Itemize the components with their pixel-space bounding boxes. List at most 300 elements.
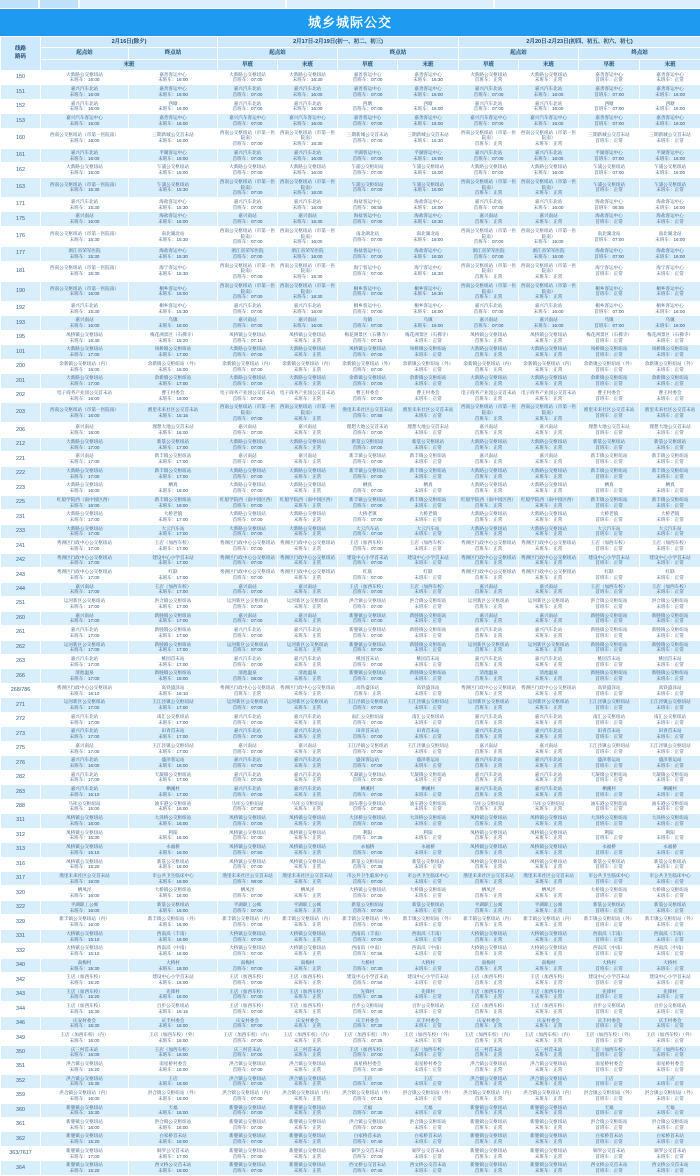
- station-name: 凤桥镇公交枢纽站: [520, 332, 577, 338]
- bus-time: 末班车：正常: [520, 835, 577, 841]
- station-name: 王店（加西车校）: [42, 989, 127, 995]
- station-name: 乌镇: [641, 317, 699, 323]
- bus-time: 末班车：正常: [641, 517, 699, 523]
- schedule-cell: [218, 597, 278, 611]
- schedule-cell: [338, 770, 398, 784]
- schedule-cell: [218, 785, 278, 799]
- station-name: 大新路公交枢纽站: [460, 482, 517, 488]
- bus-time: 末班车：16:00: [42, 156, 127, 162]
- bus-time: 末班车：正常: [520, 864, 577, 870]
- schedule-cell: [218, 316, 278, 330]
- schedule-cell: [459, 316, 519, 330]
- station-name: 新塍镇公交枢纽站: [279, 1148, 336, 1154]
- station-name: 嘉兴汽车北站: [520, 101, 577, 107]
- station-name: 洪合镇公交枢纽站: [219, 1061, 276, 1067]
- station-name: 王江泾镇公交枢纽站: [339, 699, 396, 705]
- bus-time: 首班车：正常: [580, 763, 638, 769]
- station-name: 余新镇公交枢纽站: [130, 375, 216, 381]
- bus-time: 末班车：17:00: [130, 474, 216, 480]
- station-name: 大新路公交枢纽站: [219, 526, 276, 532]
- schedule-cell: [579, 177, 640, 197]
- station-name: 王店（加西车校）: [399, 584, 457, 590]
- station-name: 大新路公交枢纽站: [279, 72, 336, 78]
- last-bus-header: 末班: [640, 59, 700, 70]
- bus-time: 末班车：正常: [520, 618, 577, 624]
- schedule-cell: [398, 741, 459, 755]
- schedule-cell: [41, 1060, 129, 1074]
- bus-time: 末班车：17:00: [130, 618, 216, 624]
- schedule-cell: [218, 1031, 278, 1045]
- station-name: 新丰镇公交枢纽站（内）: [42, 916, 127, 922]
- bus-time: 末班车：正常: [279, 1081, 336, 1087]
- schedule-cell: [640, 374, 700, 388]
- route-number: 163: [1, 177, 41, 197]
- schedule-cell: [640, 915, 700, 929]
- route-number: 352: [1, 1074, 41, 1088]
- bus-time: 首班车：07:00: [219, 396, 276, 402]
- bus-time: 首班车：07:00: [219, 749, 276, 755]
- station-name: 西南公交枢纽站（市第一医院南）: [219, 263, 276, 274]
- origin-header: 起点站: [218, 48, 338, 59]
- table-row: [1, 944, 700, 958]
- station-name: 渔里未来社区公交首末站: [219, 873, 276, 879]
- bus-time: 首班车：07:00: [339, 396, 396, 402]
- station-name: 嘉兴汽车北站: [219, 714, 276, 720]
- schedule-cell: [398, 958, 459, 972]
- bus-time: 首班车：正常: [460, 821, 517, 827]
- schedule-cell: [519, 163, 579, 177]
- schedule-cell: [41, 1045, 129, 1059]
- bus-time: 末班车：16:00: [279, 156, 336, 162]
- station-name: 海宁客运中心: [580, 265, 638, 271]
- bus-time: 末班车：16:00: [42, 922, 127, 928]
- bus-time: 末班车：15:20: [42, 1067, 127, 1073]
- bus-time: 首班车：07:00: [219, 994, 276, 1000]
- station-name: 大桥镇公交枢纽站: [130, 887, 216, 893]
- schedule-cell: [519, 698, 579, 712]
- station-name: 梅花洲景区（石佛寺）: [580, 332, 638, 338]
- schedule-cell: [129, 212, 218, 226]
- bus-time: 首班车：07:00: [339, 291, 396, 297]
- schedule-cell: [218, 683, 278, 697]
- station-name: 三期新城公交首末站: [399, 132, 457, 138]
- bus-time: 末班车：正常: [641, 1038, 699, 1044]
- station-name: 永福桥: [130, 844, 216, 850]
- route-number: 251: [1, 597, 41, 611]
- schedule-cell: [41, 261, 129, 281]
- bus-time: 末班车：17:00: [42, 705, 127, 711]
- station-name: 大新路公交枢纽站: [520, 511, 577, 517]
- schedule-cell: [129, 929, 218, 943]
- bus-time: 首班车：07:00: [219, 908, 276, 914]
- schedule-cell: [338, 568, 398, 582]
- bus-time: 首班车：正常: [460, 219, 517, 225]
- bus-time: 首班车：07:00: [219, 517, 276, 523]
- bus-time: 末班车：正常: [520, 396, 577, 402]
- bus-time: 末班车：正常: [520, 589, 577, 595]
- bus-time: 首班车：正常: [460, 474, 517, 480]
- bus-time: 首班车：07:00: [219, 864, 276, 870]
- station-name: 嘉兴汽车北站: [219, 786, 276, 792]
- station-name: 嘉兴汽车北站: [460, 714, 517, 720]
- station-name: 高铁盛泽站: [130, 685, 216, 691]
- station-name: 田青首末站: [641, 728, 699, 734]
- schedule-cell: [519, 70, 579, 84]
- route-number: 331: [1, 929, 41, 943]
- bus-time: 首班车：正常: [580, 1139, 638, 1145]
- schedule-cell: [218, 669, 278, 683]
- schedule-cell: [579, 929, 640, 943]
- station-name: 嘉兴汽车北站: [42, 86, 127, 92]
- schedule-cell: [579, 640, 640, 654]
- station-name: 嘉善客运中心: [130, 86, 216, 92]
- bus-time: 首班车：07:00: [219, 219, 276, 225]
- bus-time: 末班车：正常: [641, 980, 699, 986]
- bus-time: 首班车：正常: [339, 691, 396, 697]
- station-name: 嘉兴汽车北站: [219, 303, 276, 309]
- schedule-cell: [41, 539, 129, 553]
- schedule-cell: [129, 727, 218, 741]
- bus-time: 末班车：16:00: [399, 121, 457, 127]
- bus-time: 首班车：正常: [580, 1154, 638, 1160]
- bus-time: 末班车：16:40: [42, 338, 127, 344]
- bus-time: 首班车：08:00: [219, 676, 276, 682]
- bus-time: 首班车：07:00: [339, 430, 396, 436]
- schedule-cell: [338, 177, 398, 197]
- station-name: 大新路公交枢纽站: [279, 526, 336, 532]
- schedule-cell: [278, 345, 338, 359]
- schedule-cell: [579, 301, 640, 315]
- bus-time: 首班车：正常: [580, 908, 638, 914]
- station-name: 大新路公交枢纽站: [460, 468, 517, 474]
- table-row: [1, 611, 700, 625]
- schedule-cell: [579, 712, 640, 726]
- schedule-cell: [41, 1161, 129, 1175]
- route-number: 268/786: [1, 683, 41, 697]
- schedule-cell: [338, 247, 398, 261]
- bus-time: 首班车：07:00: [339, 488, 396, 494]
- bus-time: 首班车：正常: [460, 604, 517, 610]
- station-name: 大桥镇公交枢纽站: [219, 931, 276, 937]
- station-name: 王店（加西车校）: [130, 540, 216, 546]
- station-name: 嘉兴南站: [279, 213, 336, 219]
- bus-time: 首班车：正常: [580, 937, 638, 943]
- bus-time: 首班车：正常: [580, 1009, 638, 1015]
- station-name: 嘉善客运中心: [580, 86, 638, 92]
- schedule-cell: [519, 828, 579, 842]
- bus-time: 首班车：07:00: [219, 488, 276, 494]
- station-name: 南梅村: [460, 960, 517, 966]
- station-name: 天福: [580, 1105, 638, 1111]
- station-name: 新塍镇公交枢纽站: [219, 1105, 276, 1111]
- station-name: 王店（加西车校）: [219, 974, 276, 980]
- last-bus-header: 末班: [278, 59, 338, 70]
- bus-time: 首班车：07:00: [219, 205, 276, 211]
- station-name: 新塍镇公交枢纽站: [520, 1133, 577, 1139]
- station-name: 余新镇公交枢纽站（外）: [130, 361, 216, 367]
- schedule-cell: [338, 510, 398, 524]
- station-name: 新篁公交枢纽站: [641, 439, 699, 445]
- schedule-cell: [129, 423, 218, 437]
- station-name: 嘉兴汽车北站: [219, 757, 276, 763]
- bus-time: 末班车：正常: [399, 980, 457, 986]
- station-name: 建设中心小学首末站: [641, 974, 699, 980]
- bus-time: 末班车：16:00: [130, 1067, 216, 1073]
- station-name: 新塍镇公交枢纽站: [339, 642, 396, 648]
- station-name: 大新路公交枢纽站: [520, 439, 577, 445]
- bus-time: 末班车：16:00: [130, 396, 216, 402]
- bus-time: 首班车：正常: [460, 531, 517, 537]
- schedule-cell: [218, 539, 278, 553]
- station-name: 新塍镇公交枢纽站: [520, 1148, 577, 1154]
- schedule-cell: [129, 1132, 218, 1146]
- schedule-cell: [519, 1002, 579, 1016]
- bus-time: 末班车：17:00: [42, 575, 127, 581]
- station-name: 先锋村: [580, 989, 638, 995]
- bus-time: 末班车：正常: [641, 864, 699, 870]
- route-header-line2: 路码: [2, 53, 39, 62]
- station-name: 运河新区公交枢纽站: [520, 642, 577, 648]
- bus-time: 首班车：正常: [460, 879, 517, 885]
- schedule-cell: [459, 524, 519, 538]
- bus-time: 首班车：正常: [580, 396, 638, 402]
- bus-time: 首班车：07:00: [339, 922, 396, 928]
- schedule-cell: [398, 510, 459, 524]
- bus-time: 末班车：正常: [399, 1154, 457, 1160]
- schedule-cell: [129, 582, 218, 596]
- schedule-cell: [519, 741, 579, 755]
- station-name: 凤桥镇公交枢纽站: [279, 815, 336, 821]
- station-name: 大桥村: [641, 960, 699, 966]
- bus-time: 末班车：16:00: [130, 835, 216, 841]
- station-name: 嘉兴南站: [520, 453, 577, 459]
- route-number: 262: [1, 640, 41, 654]
- station-name: 桐乡客运中心: [339, 286, 396, 292]
- station-name: 新塍镇公交枢纽站: [279, 1105, 336, 1111]
- bus-time: 首班车：正常: [580, 517, 638, 523]
- bus-time: 首班车：正常: [580, 367, 638, 373]
- station-name: 庆三村首末站: [460, 1047, 517, 1053]
- table-row: [1, 900, 700, 914]
- schedule-cell: [218, 553, 278, 567]
- schedule-cell: [398, 987, 459, 1001]
- bus-time: 首班车：正常: [580, 1168, 638, 1174]
- bus-time: 末班车：16:00: [130, 1052, 216, 1058]
- schedule-cell: [278, 929, 338, 943]
- bus-time: 末班车：正常: [641, 1067, 699, 1073]
- schedule-cell: [218, 843, 278, 857]
- station-name: 大新路公交枢纽站: [520, 346, 577, 352]
- bus-time: 首班车：06:55: [339, 205, 396, 211]
- bus-time: 末班车：16:00: [641, 121, 699, 127]
- station-name: 红联: [130, 569, 216, 575]
- station-name: 嘉兴汽车北站: [460, 627, 517, 633]
- bus-time: 末班车：15:30: [130, 205, 216, 211]
- station-name: 嘉兴汽车北站: [42, 772, 127, 778]
- bus-time: 末班车：15:30: [42, 237, 127, 243]
- station-name: 大桥镇公交枢纽站: [399, 887, 457, 893]
- bus-time: 末班车：正常: [279, 1038, 336, 1044]
- schedule-cell: [579, 770, 640, 784]
- bus-time: 末班车：15:30: [130, 237, 216, 243]
- schedule-cell: [129, 261, 218, 281]
- schedule-cell: [41, 756, 129, 770]
- schedule-cell: [519, 1031, 579, 1045]
- route-number: 312: [1, 828, 41, 842]
- schedule-cell: [579, 163, 640, 177]
- bus-time: 末班车：正常: [279, 1139, 336, 1145]
- station-name: 桐乡客运中心: [339, 303, 396, 309]
- station-name: 洪合镇公交枢纽站: [580, 1119, 638, 1125]
- route-number: 195: [1, 330, 41, 344]
- station-name: 王店（加西车校）: [580, 1047, 638, 1053]
- station-name: 南梅村: [42, 960, 127, 966]
- date-group-day1-3: 2月17日-2月19日(初一、初二、初三): [218, 37, 459, 48]
- schedule-cell: [129, 597, 218, 611]
- schedule-cell: [338, 99, 398, 113]
- schedule-cell: [459, 669, 519, 683]
- schedule-cell: [338, 388, 398, 402]
- table-row: [1, 712, 700, 726]
- station-name: 西南公交枢纽站（市第一医院南）: [460, 263, 517, 274]
- schedule-cell: [278, 799, 338, 813]
- bus-time: 末班车：正常: [399, 1067, 457, 1073]
- bus-time: 末班车：16:00: [399, 323, 457, 329]
- table-row: [1, 1002, 700, 1016]
- station-name: 乍浦公交枢纽站: [399, 182, 457, 188]
- route-number: 231: [1, 510, 41, 524]
- bus-time: 末班车：正常: [520, 219, 577, 225]
- station-name: 理想大地公交首末站: [580, 424, 638, 430]
- schedule-cell: [579, 1060, 640, 1074]
- bus-time: 末班车：17:00: [130, 604, 216, 610]
- schedule-cell: [338, 70, 398, 84]
- bus-time: 首班车：正常: [460, 951, 517, 957]
- bus-time: 末班车：17:00: [130, 792, 216, 798]
- bus-time: 末班车：16:00: [42, 323, 127, 329]
- station-name: 洪合镇公交枢纽站: [641, 598, 699, 604]
- schedule-cell: [640, 654, 700, 668]
- bus-time: 末班车：15:30: [42, 835, 127, 841]
- bus-time: 末班车：17:00: [130, 560, 216, 566]
- bus-time: 末班车：正常: [279, 352, 336, 358]
- schedule-cell: [579, 359, 640, 373]
- station-name: 嘉兴汽车北站: [219, 199, 276, 205]
- station-name: 王店（加西车校）（外）: [399, 1032, 457, 1038]
- station-name: 余新镇公交枢纽站: [580, 375, 638, 381]
- station-name: 新塍镇公交枢纽站: [460, 1105, 517, 1111]
- bus-time: 末班车：16:00: [520, 121, 577, 127]
- schedule-cell: [640, 1031, 700, 1045]
- bus-time: 首班车：07:00: [219, 1038, 276, 1044]
- station-name: 田青首末站: [580, 728, 638, 734]
- schedule-cell: [579, 741, 640, 755]
- bus-time: 末班车：正常: [279, 503, 336, 509]
- station-name: 王店（加西车校）: [580, 540, 638, 546]
- bus-time: 末班车：15:20: [42, 980, 127, 986]
- bus-time: 末班车：正常: [641, 705, 699, 711]
- schedule-cell: [41, 114, 129, 128]
- bus-time: 末班车：正常: [641, 352, 699, 358]
- station-name: 运河新区公交枢纽站: [42, 598, 127, 604]
- schedule-cell: [129, 114, 218, 128]
- bus-time: 末班车：15:20: [42, 864, 127, 870]
- schedule-cell: [129, 1060, 218, 1074]
- bus-time: 末班车：16:00: [42, 77, 127, 83]
- schedule-cell: [338, 495, 398, 509]
- station-name: 新丰镇公交枢纽站（内）: [219, 916, 276, 922]
- schedule-cell: [218, 929, 278, 943]
- station-name: 嘉兴南站: [42, 743, 127, 749]
- table-row: [1, 539, 700, 553]
- schedule-cell: [41, 727, 129, 741]
- station-name: 王店（加西车校）（内）: [279, 1032, 336, 1038]
- bus-time: 末班车：正常: [279, 662, 336, 668]
- schedule-cell: [519, 1103, 579, 1117]
- bus-time: 末班车：17:00: [42, 589, 127, 595]
- station-name: 市公共卫生临床中心: [580, 873, 638, 879]
- station-name: 嘉兴汽车北站: [279, 728, 336, 734]
- bus-time: 末班车：17:00: [130, 445, 216, 451]
- station-name: 百步公交枢纽站: [130, 1003, 216, 1009]
- station-name: 凤桥镇公交枢纽站: [339, 346, 396, 352]
- bus-time: 末班车：15:30: [42, 1110, 127, 1116]
- schedule-cell: [459, 770, 519, 784]
- schedule-cell: [459, 301, 519, 315]
- station-name: 秀洲区行政中心公交枢纽站: [460, 555, 517, 561]
- bus-time: 首班车：正常: [580, 271, 638, 277]
- station-name: 三期新城公交首末站: [339, 132, 396, 138]
- bus-time: 首班车：正常: [580, 1125, 638, 1131]
- bus-time: 首班车：07:00: [219, 1139, 276, 1145]
- station-name: 王店（加西车校）（外）: [580, 1032, 638, 1038]
- schedule-cell: [338, 973, 398, 987]
- bus-time: 末班车：正常: [520, 575, 577, 581]
- schedule-cell: [338, 958, 398, 972]
- bus-time: 首班车：07:00: [219, 560, 276, 566]
- station-name: 王江泾镇公交枢纽站: [641, 743, 699, 749]
- bus-time: 末班车：正常: [520, 77, 577, 83]
- bus-time: 末班车：正常: [520, 488, 577, 494]
- schedule-cell: [398, 452, 459, 466]
- station-name: 曹王村委会: [580, 390, 638, 396]
- bus-time: 末班车：正常: [279, 980, 336, 986]
- bus-time: 首班车：07:00: [580, 106, 638, 112]
- schedule-cell: [640, 301, 700, 315]
- schedule-cell: [459, 70, 519, 84]
- bus-schedule-table: [0, 36, 700, 1176]
- station-name: 凤桥镇公交枢纽站: [219, 830, 276, 836]
- schedule-cell: [398, 654, 459, 668]
- schedule-cell: [459, 403, 519, 423]
- schedule-cell: [129, 886, 218, 900]
- schedule-cell: [218, 261, 278, 281]
- schedule-cell: [41, 741, 129, 755]
- station-name: 清池温泉: [219, 670, 276, 676]
- bus-time: 首班车：正常: [460, 546, 517, 552]
- route-number: 176: [1, 226, 41, 246]
- route-number: 181: [1, 261, 41, 281]
- route-number: 340: [1, 958, 41, 972]
- schedule-cell: [338, 872, 398, 886]
- schedule-cell: [338, 345, 398, 359]
- bus-time: 末班车：16:00: [520, 254, 577, 260]
- station-name: 嘉兴汽车北站: [279, 627, 336, 633]
- schedule-cell: [640, 611, 700, 625]
- bus-time: 首班车：正常: [580, 951, 638, 957]
- station-name: 新丰镇公交枢纽站: [641, 468, 699, 474]
- bus-time: 末班车：正常: [399, 352, 457, 358]
